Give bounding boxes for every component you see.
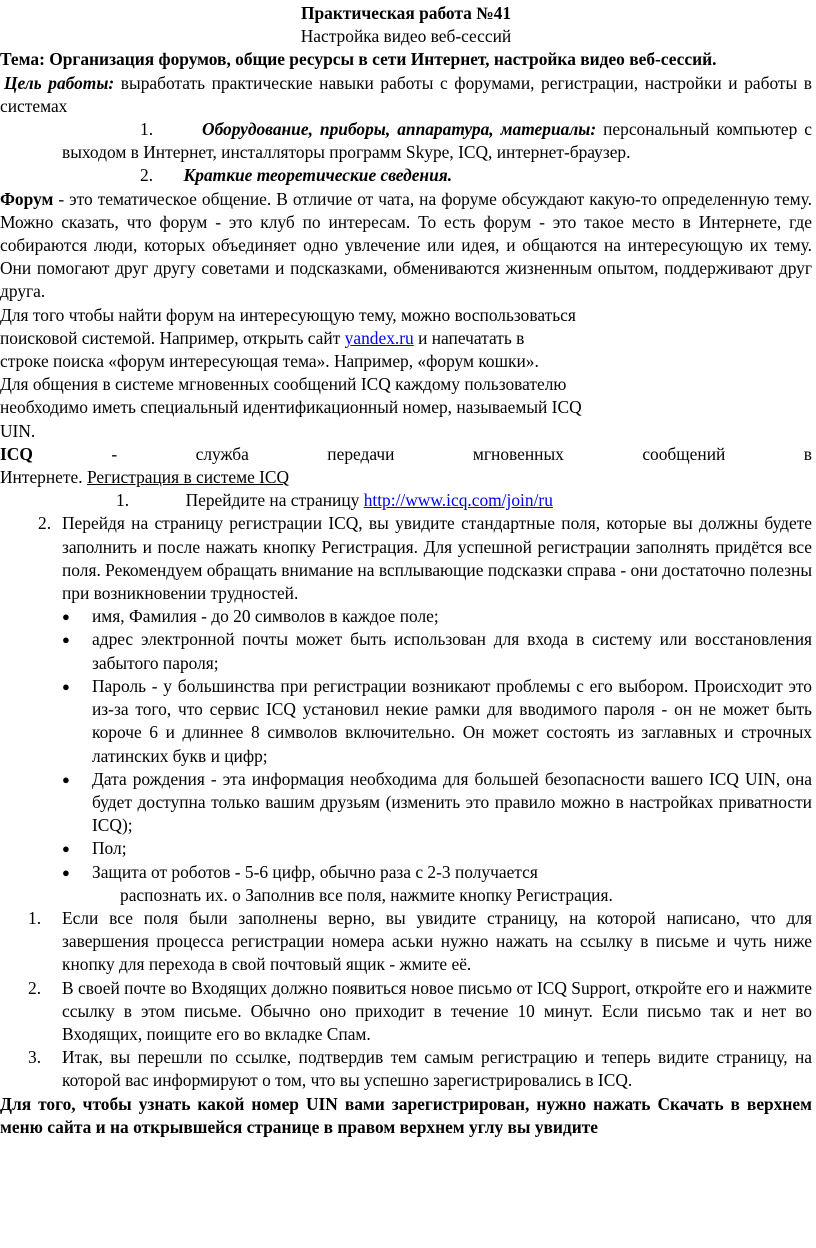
step-1 [0, 489, 812, 512]
bullet-icon: ● [62, 771, 70, 787]
icq-def-text-2: Интернете. [0, 467, 83, 488]
step-2 [0, 512, 812, 605]
item2-number: 2. [140, 165, 154, 186]
goal-paragraph [0, 72, 812, 118]
forum-label: Форум [0, 188, 54, 209]
bullet-icon: ● [62, 632, 70, 648]
bullet-icon: ● [62, 864, 70, 880]
item1-number: 1. [140, 119, 154, 140]
icq-def-text: - служба передачи мгновенных сообщений в [111, 443, 812, 464]
list-item: ● имя, Фамилия - до 20 символов в каждое поле; [0, 605, 812, 628]
topic-text: Организация форумов, общие ресурсы в сети Интернет, настройка видео веб-сессий. [49, 49, 717, 70]
list-item: 2. В своей почте во Входящих должно появиться новое письмо от ICQ Support, откройте его и нажмите ссылку в этом письме. Обычно оно приходит в течение 10 минут. Если письмо так и нет во Входящих, поищите его во вкладке Спам. [28, 977, 812, 1044]
final-steps-list [0, 907, 812, 1093]
step1-text: Перейдите на страницу [185, 490, 360, 511]
find-line-3: строке поиска «форум интересующая тема». Например, «форум кошки». [0, 351, 539, 372]
find-line-2b: и напечатать в [418, 327, 525, 348]
step2-text: Перейдя на страницу регистрации ICQ, вы увидите стандартные поля, которые вы должны будете заполнить и после нажать кнопку Регистрация. Для успешной регистрации заполнять придётся все поля. Рекомендуем обращать внимание на всплывающие подсказки справа - они достаточно полезны при возникновении трудностей. [62, 513, 812, 604]
after-bullets: распознать их. o Заполнив все поля, нажмите кнопку Регистрация. [120, 884, 613, 905]
item2-label: Краткие теоретические сведения. [183, 165, 453, 186]
theory-heading [0, 164, 812, 187]
list-item: ● адрес электронной почты может быть использован для входа в систему или восстановления забытого пароля; [62, 629, 812, 673]
find-line-1: Для того чтобы найти форум на интересующую тему, можно воспользоваться [0, 304, 576, 325]
list-item: ● Пол; [0, 837, 812, 860]
goal-label: Цель работы: [4, 72, 115, 93]
list-item: ● Защита от роботов - 5-6 цифр, обычно раза с 2-3 получается [0, 861, 812, 884]
icq-line-3: UIN. [0, 420, 36, 441]
yandex-link[interactable]: yandex.ru [344, 327, 414, 348]
icq-line-2: необходимо иметь специальный идентификационный номер, называемый ICQ [0, 397, 582, 418]
forum-paragraph [0, 188, 812, 304]
find-line-2a: поисковой системой. Например, открыть сайт [0, 327, 341, 348]
icq-label: ICQ [0, 443, 33, 464]
doc-subtitle: Настройка видео веб-сессий [300, 26, 512, 47]
icq-line-1: Для общения в системе мгновенных сообщений ICQ каждому пользователю [0, 374, 567, 395]
find-line-2 [0, 327, 812, 350]
requirements-list [0, 605, 812, 883]
topic-paragraph [0, 48, 812, 71]
doc-title: Практическая работа №41 [300, 3, 512, 23]
topic-label: Тема: [0, 49, 45, 70]
icq-registration-heading: Регистрация в системе ICQ [86, 467, 290, 488]
closing-paragraph: Для того, чтобы узнать какой номер UIN вами зарегистрирован, нужно нажать Скачать в верхнем меню сайта и на открывшейся странице в правом верхнем углу вы увидите [0, 1093, 812, 1137]
icq-join-link[interactable]: http://www.icq.com/join/ru [363, 490, 553, 511]
list-item: ● Пароль - у большинства при регистрации возникают проблемы с его выбором. Происходит это из-за того, что сервис ICQ установил некие рамки для вводимого пароля - он не может быть короче 6 и длиннее 8 символов включительно. Он может состоять из заглавных и строчных латинских букв и цифр; [62, 675, 812, 766]
icq-definition [0, 443, 812, 466]
bullet-icon: ● [62, 609, 70, 625]
step2-number: 2. [38, 513, 52, 534]
goal-text: выработать практические навыки работы с форумами, регистрации, настройки и работы в системах [0, 72, 813, 116]
item1-label: Оборудование, приборы, аппаратура, материалы: [202, 119, 597, 140]
icq-definition-cont [0, 466, 812, 489]
bullet-icon: ● [62, 841, 70, 857]
list-item: 3. Итак, вы перешли по ссылке, подтвердив тем самым регистрацию и теперь видите страницу, на которой вас информируют о том, что вы успешно зарегистрировались в ICQ. [28, 1047, 812, 1091]
list-item: ● Дата рождения - эта информация необходима для большей безопасности вашего ICQ UIN, она будет доступна только вашим друзьям (изменить это правило можно в настройках приватности ICQ); [62, 768, 812, 836]
step1-number: 1. [116, 490, 130, 511]
forum-text: - это тематическое общение. В отличие от чата, на форуме обсуждают какую-то определенную тему. Можно сказать, что форум - это клуб по интересам. То есть форум - это такое место в Интернете, где собираются люди, которых объединяет одно увлечение или идея, и общаются на интересующую их тему. Они помогают друг другу советами и подсказками, обмениваются жизненным опытом, поддерживают друг друга. [0, 188, 812, 302]
bullet-icon: ● [62, 678, 70, 694]
item1-text: персональный компьютер с выходом в Интернет, инсталляторы программ Skype, ICQ, интернет-браузер. [62, 119, 812, 163]
equipment-item [0, 118, 812, 164]
list-item: 1. Если все поля были заполнены верно, вы увидите страницу, на которой написано, что для завершения процесса регистрации номера аськи нужно нажать на ссылку в письме и чуть ниже кнопку для перехода в свой почтовый ящик - жмите её. [28, 907, 812, 975]
